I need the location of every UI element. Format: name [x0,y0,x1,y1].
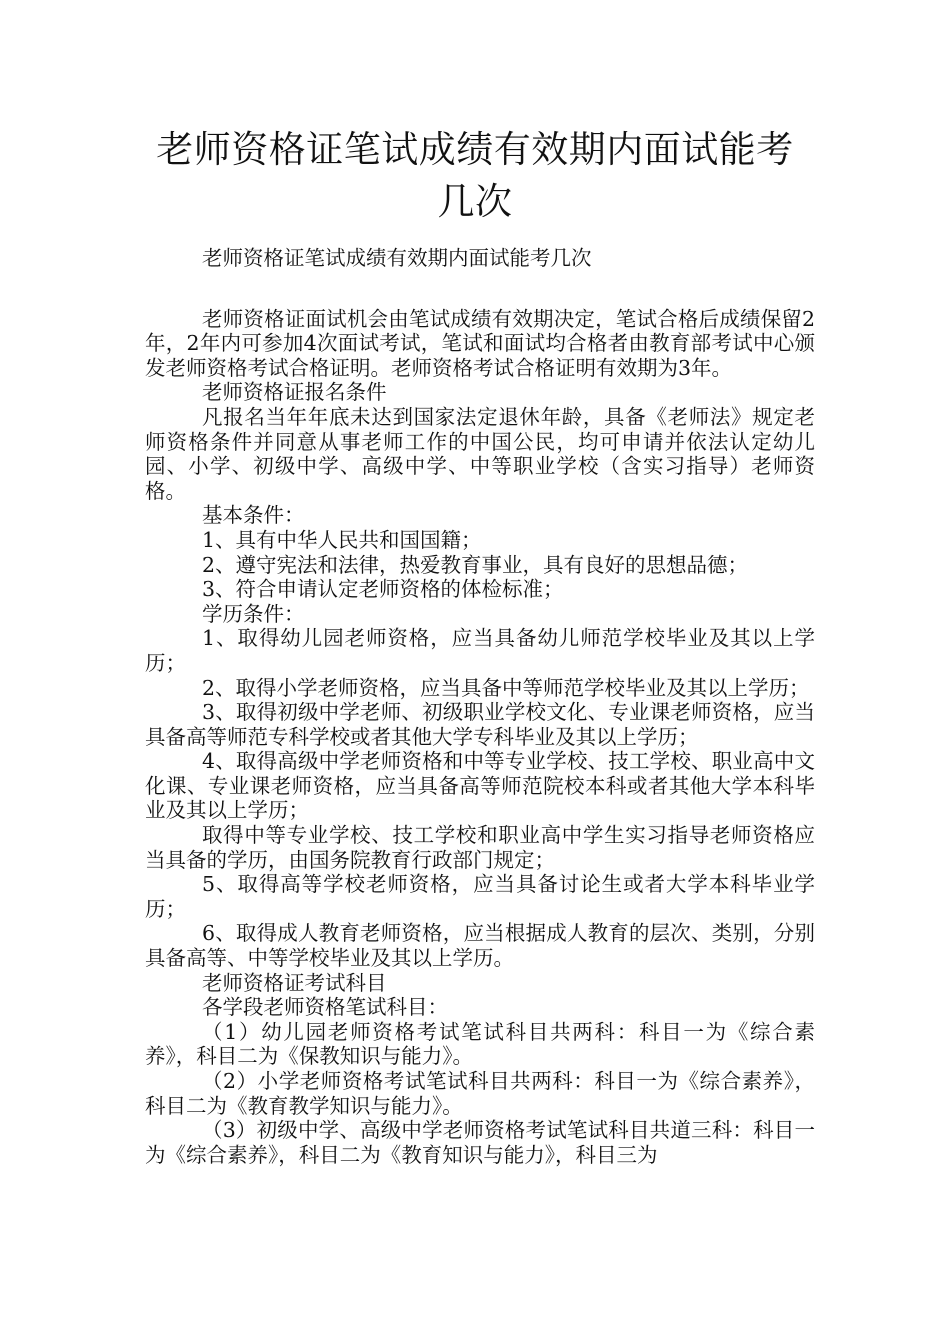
document-body [145,246,815,1167]
list-item: 5、取得高等学校老师资格，应当具备讨论生或者大学本科毕业学历； [145,872,815,921]
list-item: （2）小学老师资格考试笔试科目共两科：科目一为《综合素养》，科目二为《教育教学知识与能力》。 [145,1069,815,1118]
paragraph: 各学段老师资格笔试科目： [202,995,448,1020]
paragraph: 老师资格证面试机会由笔试成绩有效期决定，笔试合格后成绩保留2年，2年内可参加4次面试考试，笔试和面试均合格者由教育部考试中心颁发老师资格考试合格证明。老师资格考试合格证明有效期为3年。 [145,306,815,380]
list-item: 2、遵守宪法和法律，热爱教育事业，具有良好的思想品德； [202,552,749,577]
list-item: 4、取得高级中学老师资格和中等专业学校、技工学校、职业高中文化课、专业课老师资格，应当具备高等师范院校本科或者其他大学本科毕业及其以上学历； [145,749,815,823]
list-item: 1、具有中华人民共和国国籍； [202,527,482,552]
list-item: （1）幼儿园老师资格考试笔试科目共两科：科目一为《综合素养》，科目二为《保教知识与能力》。 [145,1019,815,1069]
list-item: （3）初级中学、高级中学老师资格考试笔试科目共道三科：科目一为《综合素养》，科目二为《教育知识与能力》，科目三为 [145,1118,815,1167]
list-item: 1、取得幼儿园老师资格，应当具备幼儿师范学校毕业及其以上学历； [145,626,815,675]
document-title: 老师资格证笔试成绩有效期内面试能考几次 [156,128,794,223]
list-item: 6、取得成人教育老师资格，应当根据成人教育的层次、类别，分别具备高等、中等学校毕业及其以上学历。 [145,921,815,971]
list-item: 2、取得小学老师资格，应当具备中等师范学校毕业及其以上学历； [202,675,810,700]
list-item: 3、符合申请认定老师资格的体检标准； [202,577,564,602]
section-heading: 基本条件： [202,503,305,528]
list-item: 3、取得初级中学老师、初级职业学校文化、专业课老师资格，应当具备高等师范专科学校或者其他大学专科毕业及其以上学历； [145,700,815,749]
section-heading: 老师资格证考试科目 [202,970,387,995]
paragraph: 取得中等专业学校、技工学校和职业高中学生实习指导老师资格应当具备的学历，由国务院教育行政部门规定； [145,823,815,872]
paragraph: 凡报名当年年底未达到国家法定退休年龄，具备《老师法》规定老师资格条件并同意从事老师工作的中国公民，均可申请并依法认定幼儿园、小学、初级中学、高级中学、中等职业学校（含实习指导）老师资格。 [145,404,815,503]
document-subtitle: 老师资格证笔试成绩有效期内面试能考几次 [202,246,592,270]
section-heading: 老师资格证报名条件 [202,380,387,405]
section-heading: 学历条件： [202,601,305,626]
